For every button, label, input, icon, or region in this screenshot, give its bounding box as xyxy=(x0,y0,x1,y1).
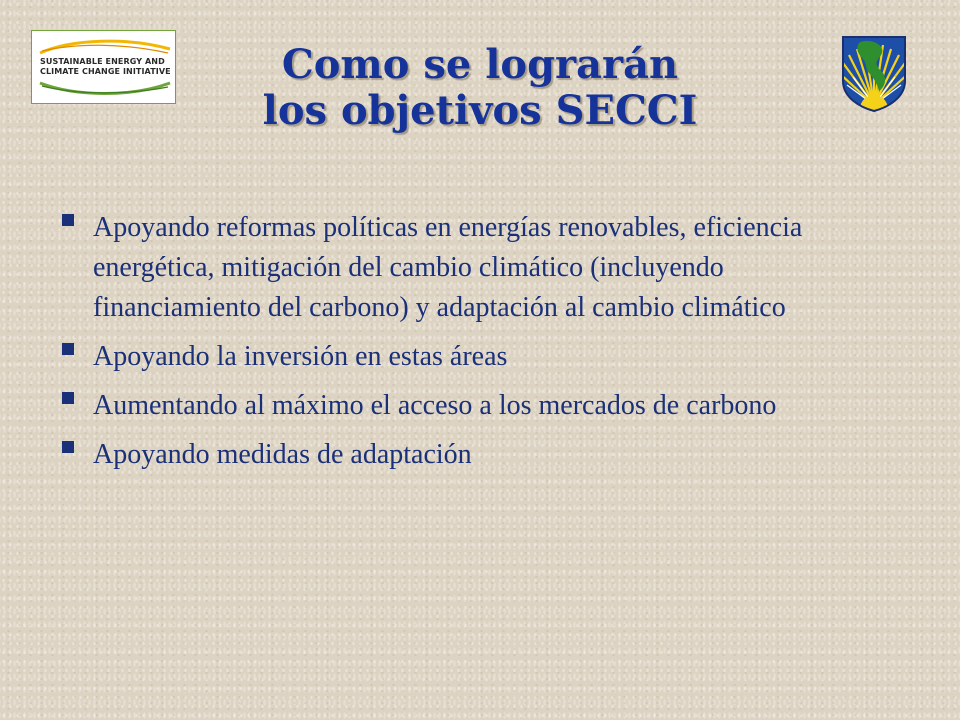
bullet-text: Aumentando al máximo el acceso a los mercados de carbono xyxy=(93,390,777,421)
bullet-item xyxy=(62,386,862,426)
square-bullet-icon xyxy=(62,214,74,226)
bullet-item xyxy=(62,337,862,377)
slide-title xyxy=(180,42,780,134)
slide-title-line-1: Como se lograrán xyxy=(281,41,679,88)
americas-emblem xyxy=(839,33,909,113)
bullet-item xyxy=(62,435,862,475)
bullet-text: Apoyando la inversión en estas áreas xyxy=(93,341,508,372)
americas-sun-shield-icon xyxy=(839,33,909,113)
bullet-text: Apoyando medidas de adaptación xyxy=(93,439,472,470)
square-bullet-icon xyxy=(62,392,74,404)
bullet-item xyxy=(62,208,862,328)
square-bullet-icon xyxy=(62,441,74,453)
square-bullet-icon xyxy=(62,343,74,355)
secci-logo xyxy=(31,30,176,104)
slide-title-line-2: los objetivos SECCI xyxy=(262,87,698,134)
bullet-list xyxy=(62,208,862,484)
logo-text-line-1: SUSTAINABLE ENERGY AND xyxy=(40,57,165,66)
bullet-text: Apoyando reformas políticas en energías renovables, eficiencia energética, mitigación del cambio climático (incluyendo financiamiento del carbono) y adaptación al cambio climático xyxy=(93,212,803,323)
logo-text-line-2: CLIMATE CHANGE INITIATIVE xyxy=(40,67,171,76)
